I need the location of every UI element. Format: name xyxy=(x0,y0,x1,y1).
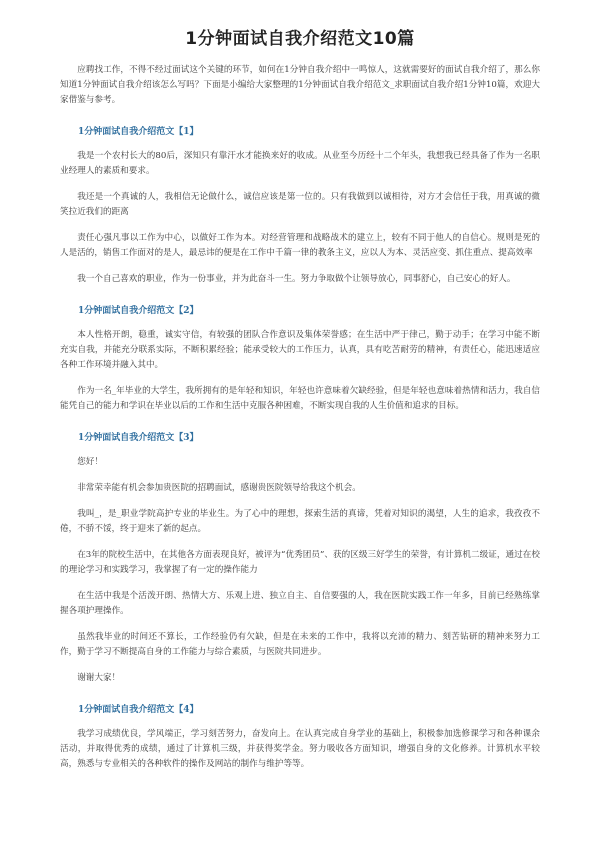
paragraph: 在生活中我是个活泼开朗、热情大方、乐观上进、独立自主、自信要强的人，我在医院实践工作一年多，目前已经熟练掌握各项护理操作。 xyxy=(60,591,540,616)
section-heading: 1分钟面试自我介绍范文【3】 xyxy=(78,433,199,443)
section-3 xyxy=(60,430,540,686)
paragraph: 作为一名_年毕业的大学生，我所拥有的是年轻和知识，年轻也许意味着欠缺经验，但是年轻也意味着热情和活力，我自信能凭自己的能力和学识在毕业以后的工作和生活中克服各种困难，不断实现自我的人生价值和追求的目标。 xyxy=(60,386,540,411)
section-heading: 1分钟面试自我介绍范文【2】 xyxy=(78,306,199,316)
page-title: 1分钟面试自我介绍范文10篇 xyxy=(185,29,415,49)
section-1 xyxy=(60,124,540,287)
paragraph: 虽然我毕业的时间还不算长，工作经验仍有欠缺，但是在未来的工作中，我将以充沛的精力、刻苦钻研的精神来努力工作，勤于学习不断提高自身的工作能力与综合素质，与医院共同进步。 xyxy=(60,632,540,657)
section-4 xyxy=(60,702,540,772)
paragraph: 在3年的院校生活中，在其他各方面表现良好，被评为“优秀团员”、获的区级三好学生的荣誉，有计算机二级证，通过在校的理论学习和实践学习，我掌握了有一定的操作能力 xyxy=(60,550,540,575)
section-heading: 1分钟面试自我介绍范文【1】 xyxy=(78,127,199,137)
paragraph: 责任心强凡事以工作为中心，以做好工作为本。对经营管理和战略战术的建立上，较有不同于他人的自信心。规则是死的人是活的，销售工作面对的是人，最忌讳的便是在工作中千篇一律的教条主义，应以人为本、灵活应变、抓住重点、提高效率 xyxy=(60,233,540,258)
paragraph: 我学习成绩优良，学风端正，学习刻苦努力，奋发向上。在认真完成自身学业的基础上，积极参加选修课学习和各种课余活动，并取得优秀的成绩，通过了计算机三级，并获得奖学金。努力吸收各方面知识，增强自身的文化修养。计算机水平较高，熟悉与专业相关的各种软件的操作及网站的制作与维护等等。 xyxy=(60,729,540,769)
paragraph: 我还是一个真诚的人，我相信无论做什么，诚信应该是第一位的。只有我做到以诚相待，对方才会信任于我，用真诚的微笑拉近我们的距离 xyxy=(60,192,540,217)
section-heading: 1分钟面试自我介绍范文【4】 xyxy=(78,705,199,715)
paragraph: 我一个自己喜欢的职业，作为一份事业，并为此奋斗一生。努力争取做个让领导放心，同事舒心，自己安心的好人。 xyxy=(77,274,516,284)
paragraph: 我叫_，是_职业学院高护专业的毕业生。为了心中的理想，探索生活的真谛，凭着对知识的渴望，人生的追求，我孜孜不倦，不骄不馁，终于迎来了新的起点。 xyxy=(60,509,540,534)
paragraph: 非常荣幸能有机会参加贵医院的招聘面试，感谢贵医院领导给我这个机会。 xyxy=(77,483,361,493)
paragraph: 谢谢大家！ xyxy=(77,673,121,683)
paragraph: 我是一个农村长大的80后，深知只有靠汗水才能换来好的收成。从业至今历经十二个年头，我想我已经具备了作为一名职业经理人的素质和要求。 xyxy=(60,151,540,176)
paragraph: 本人性格开朗，稳重，诚实守信，有较强的团队合作意识及集体荣誉感；在生活中严于律己，勤于动手；在学习中能不断充实自我，并能充分联系实际，不断积累经验；能承受较大的工作压力，认真，具有吃苦耐劳的精神，有责任心，能迅速适应各种工作环境并融入其中。 xyxy=(60,330,540,370)
section-2 xyxy=(60,303,540,414)
paragraph: 您好！ xyxy=(77,457,103,467)
intro-paragraph: 应聘找工作，不得不经过面试这个关键的环节，如何在1分钟自我介绍中一鸣惊人，这就需要好的面试自我介绍了，那么你知道1分钟面试自我介绍该怎么写吗？下面是小编给大家整理的1分钟面试自我介绍范文_求职面试自我介绍1分钟10篇，欢迎大家借鉴与参考。 xyxy=(60,65,540,105)
